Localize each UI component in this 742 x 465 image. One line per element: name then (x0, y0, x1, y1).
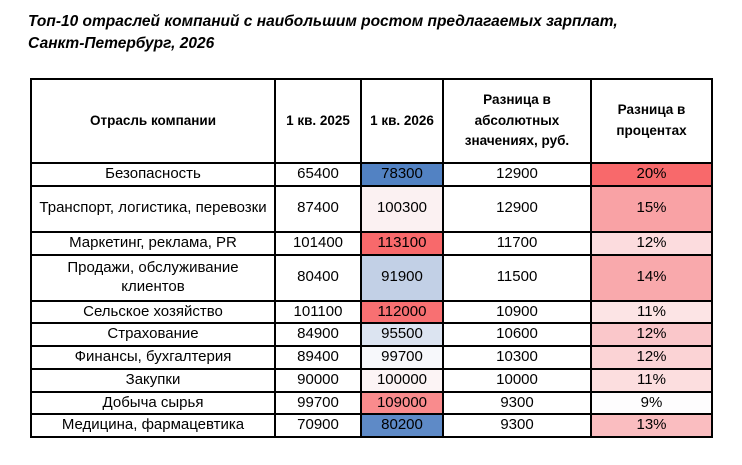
diff-abs-cell: 10300 (443, 346, 591, 369)
q1-2026-cell: 95500 (361, 323, 443, 346)
diff-pct-cell: 15% (591, 186, 712, 232)
q1-2025-cell: 80400 (275, 255, 361, 301)
table-header-row (31, 79, 712, 163)
diff-pct-cell: 14% (591, 255, 712, 301)
diff-abs-cell: 12900 (443, 186, 591, 232)
q1-2025-cell: 87400 (275, 186, 361, 232)
q1-2026-cell: 80200 (361, 414, 443, 437)
q1-2025-cell: 99700 (275, 392, 361, 415)
col-header-q1-2025: 1 кв. 2025 (275, 79, 361, 163)
q1-2025-cell: 89400 (275, 346, 361, 369)
table-row (31, 232, 712, 255)
diff-pct-cell: 12% (591, 232, 712, 255)
q1-2026-cell: 91900 (361, 255, 443, 301)
q1-2026-cell: 112000 (361, 301, 443, 324)
diff-abs-cell: 11700 (443, 232, 591, 255)
diff-pct-cell: 11% (591, 369, 712, 392)
diff-abs-cell: 10600 (443, 323, 591, 346)
table-row (31, 255, 712, 301)
industry-cell: Закупки (31, 369, 275, 392)
industry-cell: Сельское хозяйство (31, 301, 275, 324)
q1-2025-cell: 101400 (275, 232, 361, 255)
q1-2026-cell: 100300 (361, 186, 443, 232)
table-row (31, 346, 712, 369)
q1-2026-cell: 109000 (361, 392, 443, 415)
industry-cell: Маркетинг, реклама, PR (31, 232, 275, 255)
page-title-line1: Топ-10 отраслей компаний с наибольшим ростом предлагаемых зарплат, (28, 13, 618, 30)
industry-cell: Страхование (31, 323, 275, 346)
col-header-diff-pct: Разница в процентах (591, 79, 712, 163)
q1-2025-cell: 101100 (275, 301, 361, 324)
col-header-diff-abs: Разница в абсолютных значениях, руб. (443, 79, 591, 163)
diff-pct-cell: 13% (591, 414, 712, 437)
diff-pct-cell: 9% (591, 392, 712, 415)
industry-cell: Медицина, фармацевтика (31, 414, 275, 437)
diff-pct-cell: 11% (591, 301, 712, 324)
q1-2026-cell: 99700 (361, 346, 443, 369)
diff-pct-cell: 12% (591, 346, 712, 369)
table-row (31, 301, 712, 324)
q1-2026-cell: 78300 (361, 163, 443, 186)
salary-growth-table (30, 78, 713, 438)
diff-pct-cell: 12% (591, 323, 712, 346)
page-title-line2: Санкт-Петербург, 2026 (28, 35, 215, 52)
industry-cell: Финансы, бухгалтерия (31, 346, 275, 369)
q1-2025-cell: 70900 (275, 414, 361, 437)
q1-2025-cell: 90000 (275, 369, 361, 392)
industry-cell: Безопасность (31, 163, 275, 186)
table-row (31, 392, 712, 415)
table-row (31, 163, 712, 186)
diff-abs-cell: 10000 (443, 369, 591, 392)
diff-abs-cell: 9300 (443, 392, 591, 415)
table-row (31, 323, 712, 346)
diff-abs-cell: 9300 (443, 414, 591, 437)
q1-2025-cell: 65400 (275, 163, 361, 186)
page-title (28, 11, 718, 55)
diff-pct-cell: 20% (591, 163, 712, 186)
diff-abs-cell: 12900 (443, 163, 591, 186)
industry-cell: Продажи, обслуживание клиентов (31, 255, 275, 301)
diff-abs-cell: 11500 (443, 255, 591, 301)
table-row (31, 414, 712, 437)
q1-2026-cell: 100000 (361, 369, 443, 392)
industry-cell: Транспорт, логистика, перевозки (31, 186, 275, 232)
table-row (31, 186, 712, 232)
industry-cell: Добыча сырья (31, 392, 275, 415)
table-row (31, 369, 712, 392)
q1-2025-cell: 84900 (275, 323, 361, 346)
diff-abs-cell: 10900 (443, 301, 591, 324)
col-header-industry: Отрасль компании (31, 79, 275, 163)
q1-2026-cell: 113100 (361, 232, 443, 255)
col-header-q1-2026: 1 кв. 2026 (361, 79, 443, 163)
